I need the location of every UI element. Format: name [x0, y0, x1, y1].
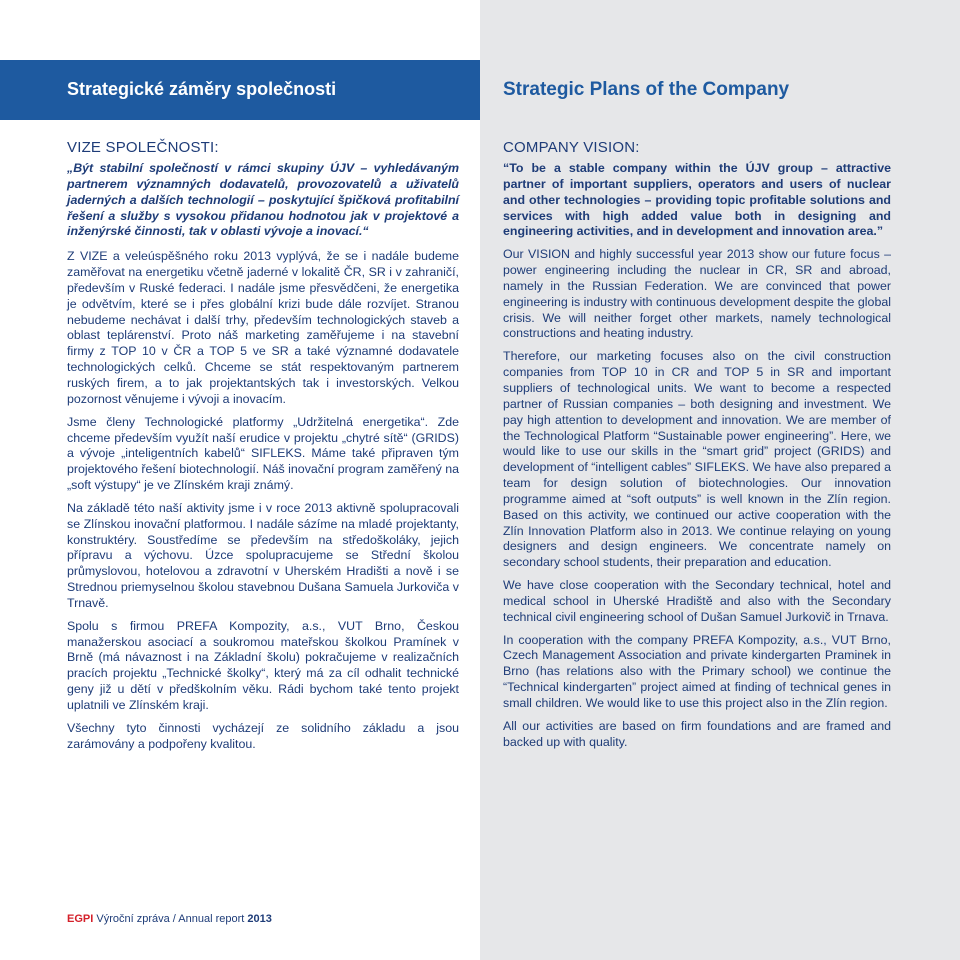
- paragraph-czech-3: Na základě této naší aktivity jsme i v roce 2013 aktivně spolupracovali se Zlínskou inovační platformou. I nadále sázíme na mladé projektanty, konstruktéry. Soustředíme se především na středoškoláky, jejich přípravu a výchovu. Úzce spolupracujeme se Střední školou průmyslovou, hotelovou a zdravotní v Uherském Hradišti a nově i se Strednou priemyselnou školou stavebnou Dušana Samuela Jurkoviča v Trnavě.: [67, 500, 459, 610]
- page-title-english: Strategic Plans of the Company: [503, 79, 790, 100]
- footer-year: 2013: [247, 913, 272, 925]
- paragraph-english-5: All our activities are based on firm foundations and are framed and backed up with quality.: [503, 718, 891, 749]
- vision-heading-english: COMPANY VISION:: [503, 139, 640, 156]
- vision-statement-czech: „Být stabilní společností v rámci skupiny ÚJV – vyhledávaným partnerem významných dodavatelů, provozovatelů a uživatelů jaderných a dalších technologií – poskytující špičková profitabilní řešení a služby s vysokou přidanou hodnotou jak v projektové a inženýrské činnosti, tak v oblasti vývoje a inovací.“: [67, 161, 459, 239]
- paragraph-czech-4: Spolu s firmou PREFA Kompozity, a.s., VUT Brno, Českou manažerskou asociací a soukromou mateřskou školkou Pramínek v Brně (má návaznost i na Základní školu) pokračujeme v realizačních pracích projektu „Technické školky“, který má za cíl odhalit technické geny již u dětí v předškolním věku. Rádi bychom také tento projekt uplatnili ve Zlínském kraji.: [67, 618, 459, 712]
- paragraph-english-3: We have close cooperation with the Secondary technical, hotel and medical school in Uherské Hradiště and also with the Secondary technical civil engineering school of Dušan Samuel Jurkovič in Trnava.: [503, 578, 891, 624]
- title-bar-czech: [0, 60, 480, 120]
- page-title-czech: Strategické záměry společnosti: [67, 79, 337, 99]
- paragraph-czech-2: Jsme členy Technologické platformy „Udržitelná energetika“. Zde chceme především využít naší erudice v projektu „chytré sítě“ (GRIDS) a vývoje „inteligentních kabelů“ SIFLEKS. Máme také připraven tým projektového řešení biotechnologií. Náš inovační program zaměřený na „soft výstupy“ je ve Zlínském kraji známý.: [67, 414, 459, 493]
- page-footer: [67, 913, 272, 925]
- czech-column: [67, 138, 459, 760]
- footer-text: Výroční zpráva / Annual report: [93, 913, 248, 925]
- paragraph-czech-5: Všechny tyto činnosti vycházejí ze solidního základu a jsou zarámovány a podpořeny kvalitou.: [67, 720, 459, 751]
- paragraph-english-1: Our VISION and highly successful year 2013 show our future focus – power engineering including the nuclear in CR, SR and abroad, namely in the Russian Federation. We are convinced that power engineering is industry with continuous development despite the global crisis. We will neither forget other markets, namely technological constructions and heating industry.: [503, 247, 891, 341]
- vision-statement-english: “To be a stable company within the ÚJV group – attractive partner of important suppliers, operators and users of nuclear and other technologies – providing topic profitable solutions and services with high added value both in designing and engineering activities, and in development and innovation area.”: [503, 161, 891, 239]
- paragraph-english-2: Therefore, our marketing focuses also on the civil construction companies from TOP 10 in CR and TOP 5 in SR and important suppliers of technological units. We want to become a respected partner of Russian companies – both designing and investment. We pay high attention to development and innovation. We are member of the Technological Platform “Sustainable power engineering”. Here, we would like to use our skills in the “smart grid” project (GRIDS) and development of “intelligent cables” SIFLEKS. We have also prepared a team for design solution of biotechnologies. Our innovation programme aimed at “soft outputs” is well known in the Zlín region. Based on this activity, we continued our active cooperation with the Zlín Innovation Platform also in 2013. We continue relaying on young designers and design engineers. We concentrate namely on secondary school students, their preparation and education.: [503, 349, 891, 570]
- paragraph-english-4: In cooperation with the company PREFA Kompozity, a.s., VUT Brno, Czech Management Association and private kindergarten Praminek in Brno (has relations also with the Primary school) we continue the “Technical kindergarten” project aimed at finding of technical genes in small children. We would like to use this project also in the Zlín region.: [503, 632, 891, 710]
- vision-heading-czech: VIZE SPOLEČNOSTI:: [67, 139, 219, 156]
- paragraph-czech-1: Z VIZE a veleúspěšného roku 2013 vyplývá, že se i nadále budeme zaměřovat na energetiku včetně jaderné v lokalitě ČR, SR i v zahraničí, především v Ruské federaci. I nadále jsme přesvědčeni, že energetika je odvětvím, které se i přes globální krizi bude dále rozvíjet. Stranou nebudeme nechávat i další trhy, především technologických staveb a oblast teplárenství. Proto náš marketing zaměřujeme i na stavební firmy z TOP 10 v ČR a TOP 5 ve SR a také významné dodavatele technologických celků. Chceme se stát respektovaným partnerem ruských firem, a to jak projektantských tak i investorských. Velkou pozornost věnujeme i vývoji a inovacím.: [67, 249, 459, 406]
- english-column: [503, 138, 891, 758]
- footer-brand: EGPI: [67, 913, 94, 925]
